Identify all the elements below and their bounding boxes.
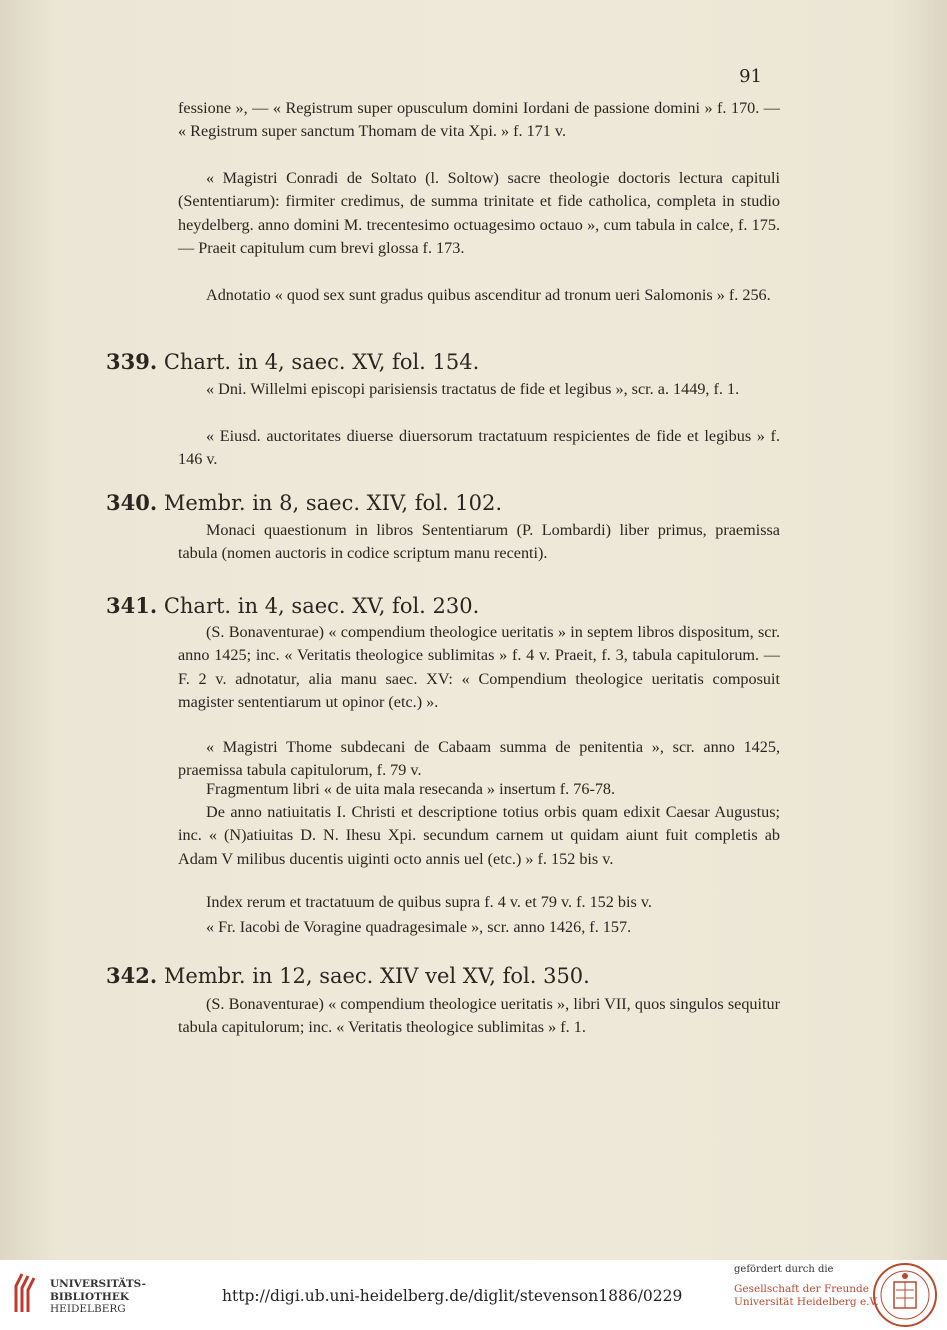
paragraph: Monaci quaestionum in libros Sententiarum (P. Lombardi) liber primus, praemissa tabula (nomen auctoris in codice scriptum manu recenti). — [178, 521, 780, 563]
entry-heading-342 — [106, 963, 590, 988]
entry-description: Membr. in 8, saec. XIV, fol. 102. — [163, 491, 503, 515]
paragraph: Fragmentum libri « de uita mala resecanda » insertum f. 76-78. — [206, 780, 616, 798]
permalink-url[interactable]: http://digi.ub.uni-heidelberg.de/diglit/stevenson1886/0229 — [222, 1287, 683, 1305]
page-number: 91 — [739, 66, 762, 87]
paragraph: (S. Bonaventurae) « compendium theologice ueritatis », libri VII, quos singulos sequitur tabula capitulorum; inc. « Veritatis theologice sublimitas » f. 1. — [178, 995, 780, 1037]
library-logo-icon — [12, 1272, 42, 1314]
library-name-line: HEIDELBERG — [50, 1303, 126, 1315]
society-name-line: Gesellschaft der Freunde — [734, 1283, 869, 1295]
funded-by-label: gefördert durch die — [734, 1264, 834, 1275]
paragraph: « Magistri Conradi de Soltato (l. Soltow) sacre theologie doctoris lectura capituli (Sententiarum): firmiter credimus, de summa trinitate et fide catholica, completa in studio heydelberg. anno domini M. trecentesimo octuagesimo octauo », cum tabula in calce, f. 175. — Praeit capitulum cum brevi glossa f. 173. — [178, 169, 780, 258]
entry-number: 341. — [106, 593, 158, 618]
paragraph: « Fr. Iacobi de Voragine quadragesimale », scr. anno 1426, f. 157. — [206, 918, 632, 936]
library-name-line: UNIVERSITÄTS- — [50, 1278, 146, 1290]
paragraph: De anno natiuitatis I. Christi et descriptione totius orbis quam edixit Caesar Augustus; inc. « (N)atiuitas D. N. Ihesu Xpi. secundum carnem ut quidam aiunt fuit completis ab Adam V milibus ducentis uiginti octo annis uel (etc.) » f. 152 bis v. — [178, 803, 780, 868]
library-name — [50, 1278, 146, 1316]
library-name-line: BIBLIOTHEK — [50, 1290, 129, 1303]
paragraph: « Dni. Willelmi episcopi parisiensis tractatus de fide et legibus », scr. a. 1449, f. 1. — [206, 380, 740, 398]
entry-heading-340 — [106, 490, 502, 515]
entry-description: Membr. in 12, saec. XIV vel XV, fol. 350. — [163, 964, 590, 988]
entry-description: Chart. in 4, saec. XV, fol. 230. — [163, 594, 480, 618]
society-name — [734, 1283, 879, 1309]
entry-heading-339 — [106, 349, 479, 374]
paragraph: Adnotatio « quod sex sunt gradus quibus ascenditur ad tronum ueri Salomonis » f. 256. — [206, 286, 771, 304]
university-seal-icon — [872, 1262, 938, 1328]
society-name-line: Universität Heidelberg e.V. — [734, 1296, 879, 1308]
entry-number: 340. — [106, 490, 158, 515]
paragraph: « Eiusd. auctoritates diuerse diuersorum tractatuum respicientes de fide et legibus » f. 146 v. — [178, 427, 780, 469]
paragraph: Index rerum et tractatuum de quibus supra f. 4 v. et 79 v. f. 152 bis v. — [206, 893, 652, 911]
entry-heading-341 — [106, 593, 479, 618]
paragraph: « Magistri Thome subdecani de Cabaam summa de penitentia », scr. anno 1425, praemissa tabula capitulorum, f. 79 v. — [178, 738, 780, 780]
paragraph: (S. Bonaventurae) « compendium theologice ueritatis » in septem libros dispositum, scr. anno 1425; inc. « Veritatis theologice sublimitas » f. 4 v. Praeit, f. 3, tabula capitulorum. — F. 2 v. adnotatur, alia manu saec. XV: « Compendium theologice ueritatis composuit magister sententiarum ut opinor (etc.) ». — [178, 623, 780, 712]
entry-description: Chart. in 4, saec. XV, fol. 154. — [163, 350, 480, 374]
entry-number: 339. — [106, 349, 158, 374]
entry-number: 342. — [106, 963, 158, 988]
paragraph: fessione », — « Registrum super opusculum domini Iordani de passione domini » f. 170. — « Registrum super sanctum Thomam de vita Xpi. » f. 171 v. — [178, 99, 780, 141]
